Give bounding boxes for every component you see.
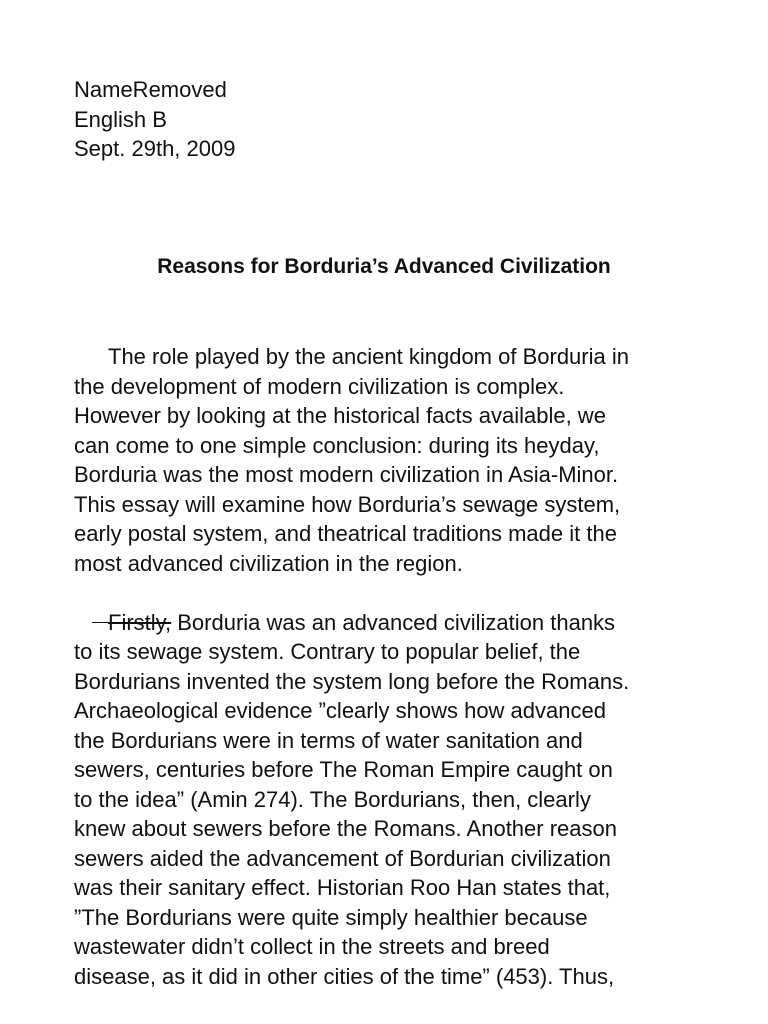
paragraph-line: to its sewage system. Contrary to popular belief, the (74, 639, 581, 664)
paragraph-line: can come to one simple conclusion: during its heyday, (74, 432, 600, 458)
paragraph-line: early postal system, and theatrical traditions made it the (74, 521, 617, 546)
paragraph-line: The role played by the ancient kingdom of Borduria in (108, 344, 629, 369)
paragraph-line: the Bordurians were in terms of water sanitation and (74, 727, 583, 753)
paragraph-line: wastewater didn’t collect in the streets and breed (74, 934, 550, 959)
paragraph-line: most advanced civilization in the region. (74, 550, 463, 576)
author-name: NameRemoved (74, 77, 227, 102)
paragraph-sewage-system (74, 608, 714, 992)
paragraph-line: knew about sewers before the Romans. Another reason (74, 816, 617, 841)
essay-body (74, 342, 714, 991)
paragraph-line: was their sanitary effect. Historian Roo Han states that, (74, 875, 611, 900)
paragraph-line: sewers aided the advancement of Bordurian civilization (74, 845, 611, 871)
paragraph-line: ”The Bordurians were quite simply healthier because (74, 904, 588, 930)
paragraph-line: Archaeological evidence ”clearly shows how advanced (74, 698, 606, 723)
document-date: Sept. 29th, 2009 (74, 136, 236, 161)
paragraph-line: disease, as it did in other cities of the time” (453). Thus, (74, 963, 615, 989)
essay-title: Reasons for Borduria’s Advanced Civilization (157, 255, 611, 278)
paragraph-introduction (74, 342, 714, 578)
struck-out-word: Firstly, (108, 609, 172, 635)
paragraph-line: This essay will examine how Borduria’s sewage system, (74, 491, 621, 517)
paragraph-line: sewers, centuries before The Roman Empire caught on (74, 757, 613, 782)
paragraph-line: Borduria was the most modern civilization in Asia-Minor. (74, 462, 619, 487)
document-header (74, 75, 235, 164)
paragraph-line: to the idea” (Amin 274). The Bordurians, then, clearly (74, 786, 591, 812)
paragraph-line: Firstly, Borduria was an advanced civilization thanks (74, 608, 714, 638)
paragraph-line: Bordurians invented the system long before the Romans. (74, 668, 630, 694)
paragraph-line: the development of modern civilization is complex. (74, 373, 565, 399)
course-name: English B (74, 106, 167, 132)
paragraph-line: However by looking at the historical facts available, we (74, 403, 606, 428)
strikethrough-mark (92, 622, 108, 623)
